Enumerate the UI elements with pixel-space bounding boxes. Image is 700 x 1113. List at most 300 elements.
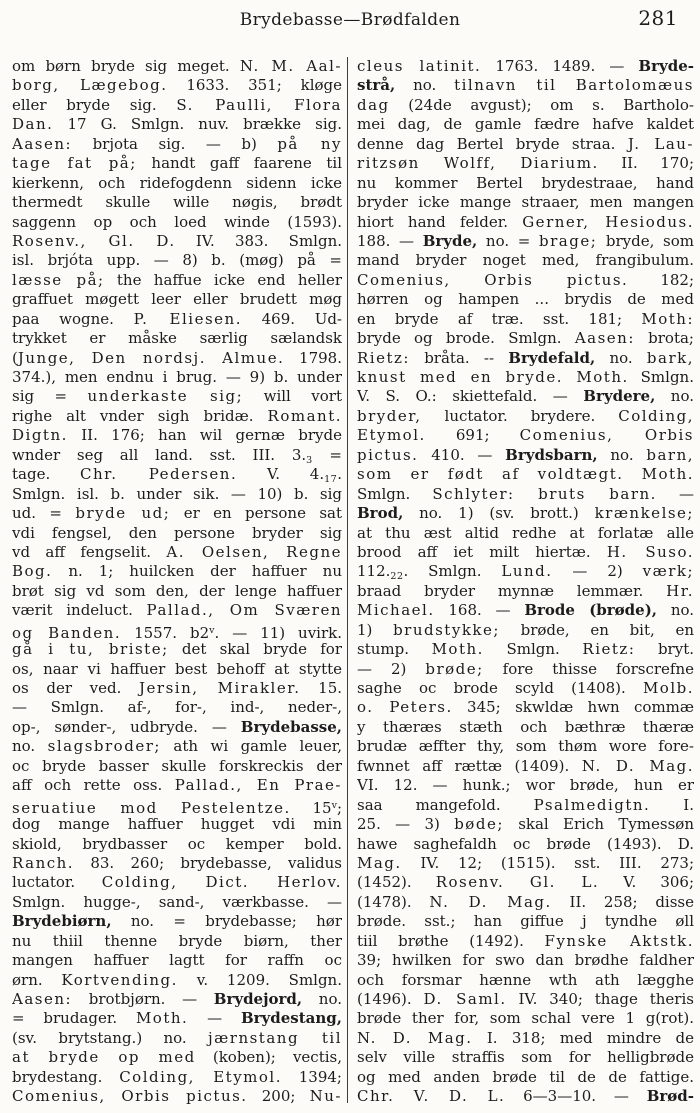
text-line — [12, 290, 342, 309]
text-segment: 1) — [357, 620, 394, 639]
text-segment: Dan. — [12, 115, 54, 134]
text-line — [12, 485, 342, 504]
text-segment: Pallad., En Prae- — [174, 776, 342, 795]
text-segment: v — [209, 624, 215, 636]
text-segment: no. — [655, 387, 694, 406]
text-segment: nu thiil thenne bryde biørn, ther — [12, 931, 342, 950]
text-segment: fore thisse forscrefne — [483, 659, 694, 678]
text-segment: Gerner, Hesiodus. — [522, 212, 694, 231]
text-line — [357, 621, 694, 640]
text-line — [357, 835, 694, 854]
text-line — [12, 1029, 342, 1048]
text-line — [12, 271, 342, 290]
headword: Brydsbarn, — [505, 445, 598, 464]
text-line — [357, 640, 694, 659]
text-line — [12, 115, 342, 134]
text-segment: Nu- — [309, 1087, 342, 1106]
text-segment: pictus. — [357, 445, 419, 464]
text-segment: Ranch. — [12, 853, 75, 872]
text-segment: denne dag Bertel bryde straa. — [357, 134, 628, 153]
text-segment: 3 — [306, 454, 313, 466]
text-segment: mangen haffuer lagtt for raffn oc — [12, 951, 342, 970]
text-line — [357, 932, 694, 951]
text-segment: cleus latinit. — [357, 57, 482, 75]
text-segment: Molb. — [642, 679, 694, 697]
text-segment: 25. — 3) — [357, 815, 455, 834]
text-segment: tage fat på; — [12, 154, 137, 173]
text-segment: Colding, Etymol. — [119, 1067, 282, 1086]
text-segment: seruatiue mod Pestelentze. — [12, 798, 291, 817]
text-segment: mand bryder noget med, frangibulum. — [357, 251, 694, 270]
text-segment: Chr. Pedersen. — [80, 465, 238, 484]
text-line — [12, 407, 342, 426]
text-segment: vd aff fengselit. — [12, 542, 167, 561]
text-segment: D. Saml. — [423, 990, 507, 1008]
text-line — [12, 465, 342, 484]
text-segment: V. S. O.: skiettefald. — — [357, 387, 584, 406]
text-segment: I. — [650, 795, 694, 814]
text-segment: skiold, brydbasser oc kemper bold. — [12, 834, 342, 853]
text-segment: er en persone sat — [170, 504, 342, 523]
text-segment: — Smlgn. af-, for-, ind-, neder-, — [12, 698, 342, 717]
text-segment: Aasen: — [12, 990, 73, 1008]
text-segment: brøt sig vd som den, der lenge haffuer — [12, 581, 342, 600]
text-segment: brjota sig. — b) — [72, 134, 278, 153]
text-line — [357, 582, 694, 601]
text-segment: S. Paulli, Flora — [176, 95, 342, 114]
text-segment: os der ved. — [12, 679, 140, 697]
text-segment: Fynske Aktstk. — [544, 931, 694, 950]
text-segment: 345; skwldæ hwn commæ — [452, 698, 694, 717]
text-segment: N. D. Mag. — [429, 892, 552, 911]
text-segment: IV. 340; thage theris — [506, 990, 694, 1008]
text-line — [357, 990, 694, 1009]
text-segment: A. Oelsen, Regne — [166, 542, 342, 561]
text-segment: tiil brøthe (1492). — [357, 931, 545, 950]
text-line — [357, 1029, 694, 1048]
text-segment: 15. — [300, 679, 342, 697]
text-segment: 1763. 1489. — — [481, 57, 639, 75]
text-segment: the haffue icke end heller — [104, 270, 342, 289]
text-segment: det skal bryde for — [168, 640, 342, 659]
text-line — [357, 115, 694, 134]
headword: strå, — [357, 76, 396, 95]
text-segment: underkaste sig; — [87, 387, 244, 406]
text-line — [357, 679, 694, 698]
text-line — [12, 698, 342, 717]
text-segment: 112. — [357, 562, 391, 581]
text-segment: II. 176; han wil gernæ bryde — [67, 426, 342, 445]
text-segment: righe alt vnder sigh bridæ. — [12, 406, 268, 425]
column-rule — [347, 57, 348, 1103]
text-segment: graffuet møgett leer eller brudett møg — [12, 290, 342, 309]
text-segment: 17 G. Smlgn. nuv. brække sig. — [53, 115, 342, 134]
text-segment: 1798. — [284, 348, 342, 367]
text-segment: 83. 260; brydebasse, validus — [74, 853, 342, 872]
text-segment: — — [656, 484, 694, 503]
text-segment: Digtn. — [12, 426, 68, 445]
text-segment: braad bryder mynnæ lemmær. — [357, 581, 667, 600]
text-line — [357, 251, 694, 270]
text-segment: = — [312, 445, 342, 464]
text-line — [12, 621, 342, 640]
text-segment: Bog. — [12, 562, 53, 581]
text-line — [357, 174, 694, 193]
text-segment: bryder, — [357, 406, 422, 425]
text-segment: brudæ æffter thy, som thøm wore fore- — [357, 737, 694, 756]
text-line — [357, 135, 694, 154]
text-line — [12, 640, 342, 659]
text-segment: nu kommer Bertel brydestraae, hand — [357, 173, 694, 192]
text-line — [357, 757, 694, 776]
running-title: Brydebasse—Brødfalden — [239, 10, 461, 30]
text-segment: n. 1; huilcken der haffuer nu — [52, 562, 342, 581]
text-line — [12, 232, 342, 251]
text-line — [12, 679, 342, 698]
text-line — [357, 1009, 694, 1028]
text-line — [12, 96, 342, 115]
text-segment: at thu æst altid redhe at forlatæ alle — [357, 523, 694, 542]
text-segment: Comenius, Orbis pictus. — [12, 1087, 248, 1106]
text-line — [357, 1048, 694, 1067]
text-segment: V. 4. — [237, 465, 325, 484]
text-segment: Rosenv. Gl. L. — [435, 873, 600, 892]
text-segment: Comenius, Orbis pictus. — [357, 270, 629, 289]
text-segment: hørren og hampen ... brydis de med — [357, 290, 694, 309]
text-line — [357, 951, 694, 970]
text-segment: tage. — [12, 465, 81, 484]
text-line — [357, 96, 694, 115]
text-segment: y thæræs stæth och bæthræ thæræ — [357, 717, 694, 736]
text-segment: bryder icke mange straaer, men mangen — [357, 193, 694, 212]
text-line — [12, 504, 342, 523]
text-segment: H. Suso. — [606, 542, 694, 561]
text-line — [12, 174, 342, 193]
text-line — [12, 562, 342, 581]
text-line — [357, 387, 694, 406]
right-column — [357, 57, 694, 1107]
text-segment: mei dag, de gamle fædre hafve kaldet — [357, 115, 694, 134]
text-line — [12, 990, 342, 1009]
text-segment: (koben); vectis, — [195, 1048, 342, 1067]
text-segment: no. — [12, 737, 48, 756]
text-segment: 691; — [425, 426, 520, 445]
text-line — [12, 737, 342, 756]
text-line — [12, 1009, 342, 1028]
text-line — [357, 271, 694, 290]
text-line — [357, 873, 694, 892]
text-line — [12, 971, 342, 990]
headword: Bryde, — [422, 231, 478, 250]
text-segment: Etymol. — [357, 426, 426, 445]
text-line — [357, 718, 694, 737]
text-line — [12, 387, 342, 406]
text-line — [357, 57, 694, 76]
text-segment: no. — [597, 445, 647, 464]
text-segment: v. 1209. Smlgn. — [177, 970, 342, 989]
text-line — [357, 329, 694, 348]
text-segment: (24de avgust); om s. Bartholo- — [389, 95, 694, 114]
text-segment: bryt. — [635, 640, 694, 659]
text-segment: bøde; — [454, 815, 504, 834]
text-line — [357, 349, 694, 368]
text-line — [357, 737, 694, 756]
text-segment: brage; — [539, 231, 598, 250]
text-line — [12, 154, 342, 173]
headword: Bryde- — [638, 57, 694, 75]
text-line — [12, 582, 342, 601]
text-segment: slagsbroder; — [47, 737, 161, 756]
text-line — [12, 329, 342, 348]
text-segment: dag — [357, 95, 390, 114]
text-segment: Pallad., Om Sværen — [146, 601, 342, 620]
text-segment: at bryde op med — [12, 1048, 196, 1067]
text-line — [12, 951, 342, 970]
text-segment: N. D. Mag. — [357, 1028, 473, 1047]
text-segment: brota; — [634, 329, 694, 348]
headword: Brød- — [646, 1087, 694, 1106]
text-segment: no. = brydebasse; hør — [111, 912, 342, 931]
text-line — [12, 796, 342, 815]
text-line — [357, 1087, 694, 1106]
text-segment: hawe saghefaldh oc brøde (1493). D. — [357, 834, 694, 853]
text-line — [357, 76, 694, 95]
text-segment: Chr. V. D. L. — [357, 1087, 506, 1106]
text-segment: brøde, en bit, en — [499, 620, 694, 639]
text-line — [12, 1087, 342, 1106]
text-line — [357, 524, 694, 543]
text-columns — [12, 57, 694, 1107]
text-line — [12, 854, 342, 873]
text-line — [357, 446, 694, 465]
text-line — [12, 1068, 342, 1087]
text-segment: Moth. — [135, 1009, 189, 1028]
text-segment: Kortvending. — [61, 970, 178, 989]
text-segment: ath wi gamle leuer, — [160, 737, 342, 756]
text-segment: II. 258; disse — [551, 892, 694, 911]
text-line — [357, 854, 694, 873]
text-segment: Rietz: — [357, 348, 410, 367]
text-segment: som er født af voldtægt. Moth. — [357, 465, 694, 484]
text-segment: tilnavn til Bartolomæus — [454, 76, 694, 95]
text-segment: værit indeluct. — [12, 601, 147, 620]
text-segment: VI. 12. — hunk.; wor brøde, hun er — [357, 776, 694, 795]
text-line — [357, 310, 694, 329]
text-segment: no. — [302, 990, 342, 1008]
text-segment: — — [188, 1009, 241, 1028]
text-segment: 168. — — [434, 601, 525, 620]
text-segment: aff och rette oss. — [12, 776, 175, 795]
text-segment: Aasen: — [12, 134, 73, 153]
text-segment: luctator. — [12, 873, 102, 892]
text-segment: ørn. — [12, 970, 62, 989]
text-segment: 1557. b2 — [121, 623, 210, 642]
text-segment: bryde og brode. Smlgn. — [357, 329, 575, 348]
text-line — [12, 893, 342, 912]
headword: Brod, — [357, 504, 404, 523]
text-line — [357, 465, 694, 484]
headword: Brydestang, — [240, 1009, 342, 1028]
text-segment: ud. = — [12, 504, 76, 523]
text-segment: Smlgn. — [357, 484, 433, 503]
text-line — [12, 932, 342, 951]
text-segment: = brudager. — [12, 1009, 136, 1028]
text-segment: Rietz: — [582, 640, 636, 659]
text-segment: . — 11) uvirk. — [214, 623, 342, 642]
text-segment: om børn bryde sig meget. — [12, 57, 240, 75]
text-line — [12, 524, 342, 543]
text-line — [357, 1068, 694, 1087]
text-segment: paa wogne. — [12, 309, 134, 328]
text-segment: borg, Lægebog. — [12, 76, 168, 95]
text-segment: brudstykke; — [393, 620, 500, 639]
text-line — [12, 660, 342, 679]
text-line — [12, 135, 342, 154]
text-segment: selv ville straffis som for helligbrøde — [357, 1048, 694, 1067]
text-segment: — 2) — [357, 659, 426, 678]
text-segment: brood aff iet milt hiertæ. — [357, 542, 607, 561]
text-line — [12, 718, 342, 737]
text-line — [12, 776, 342, 795]
text-segment: skal Erich Tymessøn — [503, 815, 694, 834]
text-segment: Psalmedigtn. — [533, 795, 651, 814]
text-line — [12, 213, 342, 232]
text-segment: 15 — [290, 798, 332, 817]
text-segment: I. 318; med mindre de — [472, 1028, 694, 1047]
text-segment: no. 1) (sv. brott.) — [403, 504, 595, 523]
text-segment: 1394; — [281, 1067, 342, 1086]
text-segment: . — [337, 465, 342, 484]
text-segment: saghe oc brode scyld (1408). — [357, 679, 643, 697]
text-line — [357, 971, 694, 990]
text-segment: brøde. sst.; han giffue j tyndhe øll — [357, 912, 694, 931]
text-segment: 6—3—10. — — [505, 1087, 647, 1106]
text-line — [357, 485, 694, 504]
text-segment: thermedt skulle wille nøgis, brødt — [12, 193, 342, 212]
text-segment: Schlyter: bruts barn. — [432, 484, 657, 503]
text-segment: Junge, Den nordsj. Almue. — [17, 348, 285, 367]
text-line — [12, 912, 342, 931]
left-column — [12, 57, 342, 1107]
text-segment: 182; — [628, 270, 694, 289]
text-segment: jærnstang til — [208, 1028, 342, 1047]
text-segment: brydestang. — [12, 1067, 120, 1086]
text-segment: Smlgn. hugge-, sand-, værkbasse. — — [12, 892, 342, 911]
text-segment: N. D. Mag. — [581, 756, 694, 775]
text-line — [357, 893, 694, 912]
text-segment: kierkenn, och ridefogdenn sidenn icke — [12, 173, 342, 192]
text-segment: handt gaff faarene til — [136, 154, 342, 173]
text-segment: 469. Ud- — [241, 309, 342, 328]
text-segment: brøde; — [425, 659, 484, 678]
text-segment: 200; — [247, 1087, 310, 1106]
text-segment: læsse på; — [12, 270, 105, 289]
text-segment: no. = — [477, 231, 539, 250]
text-segment: o. Peters. — [357, 698, 453, 717]
text-segment: 374.), men endnu i brug. — 9) b. under — [12, 368, 342, 386]
text-segment: Colding, — [618, 406, 694, 425]
text-segment: — 2) — [552, 562, 643, 581]
text-line — [357, 368, 694, 387]
text-segment: v — [331, 799, 337, 811]
text-line — [357, 232, 694, 251]
text-segment: no. — [657, 601, 694, 620]
text-line — [357, 193, 694, 212]
text-segment: isl. brjóta upp. — 8) b. (møg) på = — [12, 251, 342, 270]
text-segment: II. 170; — [598, 154, 694, 173]
text-segment: (sv. brytstang.) no. — [12, 1028, 209, 1047]
text-line — [12, 368, 342, 387]
text-line — [357, 562, 694, 581]
headword: Brode (brøde), — [524, 601, 658, 620]
text-line — [12, 757, 342, 776]
text-segment: 39; hwilken for swo dan brødhe faldher — [357, 951, 694, 970]
text-line — [12, 349, 342, 368]
text-segment: Comenius, Orbis — [519, 426, 694, 445]
text-segment: Smlgn. — [483, 640, 583, 659]
text-line — [357, 815, 694, 834]
text-segment: oc bryde basser skulle forskreckis der — [12, 756, 342, 775]
text-segment: trykket er måske særlig sælandsk — [12, 329, 342, 348]
text-segment: gå i tu, briste; — [12, 640, 169, 659]
text-segment: op-, sønder-, udbryde. — — [12, 717, 241, 736]
text-line — [12, 543, 342, 562]
text-segment: ; — [336, 798, 342, 817]
text-line — [12, 426, 342, 445]
text-line — [357, 698, 694, 717]
text-segment: P. Eliesen. — [133, 309, 242, 328]
headword: Brydefald, — [508, 348, 596, 367]
text-segment: hiort hand felder. — [357, 212, 523, 231]
headword: Brydere, — [583, 387, 656, 406]
text-line — [12, 193, 342, 212]
text-line — [12, 835, 342, 854]
text-line — [357, 290, 694, 309]
text-line — [357, 504, 694, 523]
text-segment: dog mange haffuer hugget vdi min — [12, 815, 342, 834]
text-segment: V. 306; — [599, 873, 694, 892]
text-segment: 1633. 351; kløge — [167, 76, 342, 95]
text-segment: bryde, som — [597, 231, 694, 250]
text-segment: saa mangefold. — [357, 795, 534, 814]
text-segment: wnder seg all land. sst. III. 3. — [12, 445, 307, 464]
text-line — [357, 912, 694, 931]
text-segment: (1496). — [357, 990, 424, 1008]
text-segment: Smlgn. isl. b. under sik. — 10) b. sig — [12, 484, 342, 503]
text-segment: bråta. -- — [409, 348, 509, 367]
text-segment: og Banden. — [12, 623, 122, 642]
text-segment: bark, — [646, 348, 694, 367]
text-segment: no. — [595, 348, 647, 367]
text-segment: ritzsøn Wolff, Diarium. — [357, 154, 599, 173]
text-segment: (1452). — [357, 873, 436, 892]
text-segment: . Smlgn. — [403, 562, 502, 581]
text-segment: fwnnet aff rættæ (1409). — [357, 756, 582, 775]
text-segment: værk; — [642, 562, 694, 581]
text-segment: sig = — [12, 387, 88, 406]
text-segment: knust med en bryde. Moth. — [357, 368, 629, 386]
text-segment: Smlgn. — [628, 368, 694, 386]
text-segment: Hr. — [666, 581, 694, 600]
text-segment: en bryde af træ. sst. 181; — [357, 309, 642, 328]
text-segment: Lund. — [501, 562, 553, 581]
text-segment: bryde ud; — [75, 504, 171, 523]
text-line — [12, 251, 342, 270]
text-line — [12, 873, 342, 892]
text-segment: N. M. Aal- — [239, 57, 342, 75]
text-segment: Colding, Dict. Herlov. — [101, 873, 342, 892]
text-segment: Michael. — [357, 601, 435, 620]
